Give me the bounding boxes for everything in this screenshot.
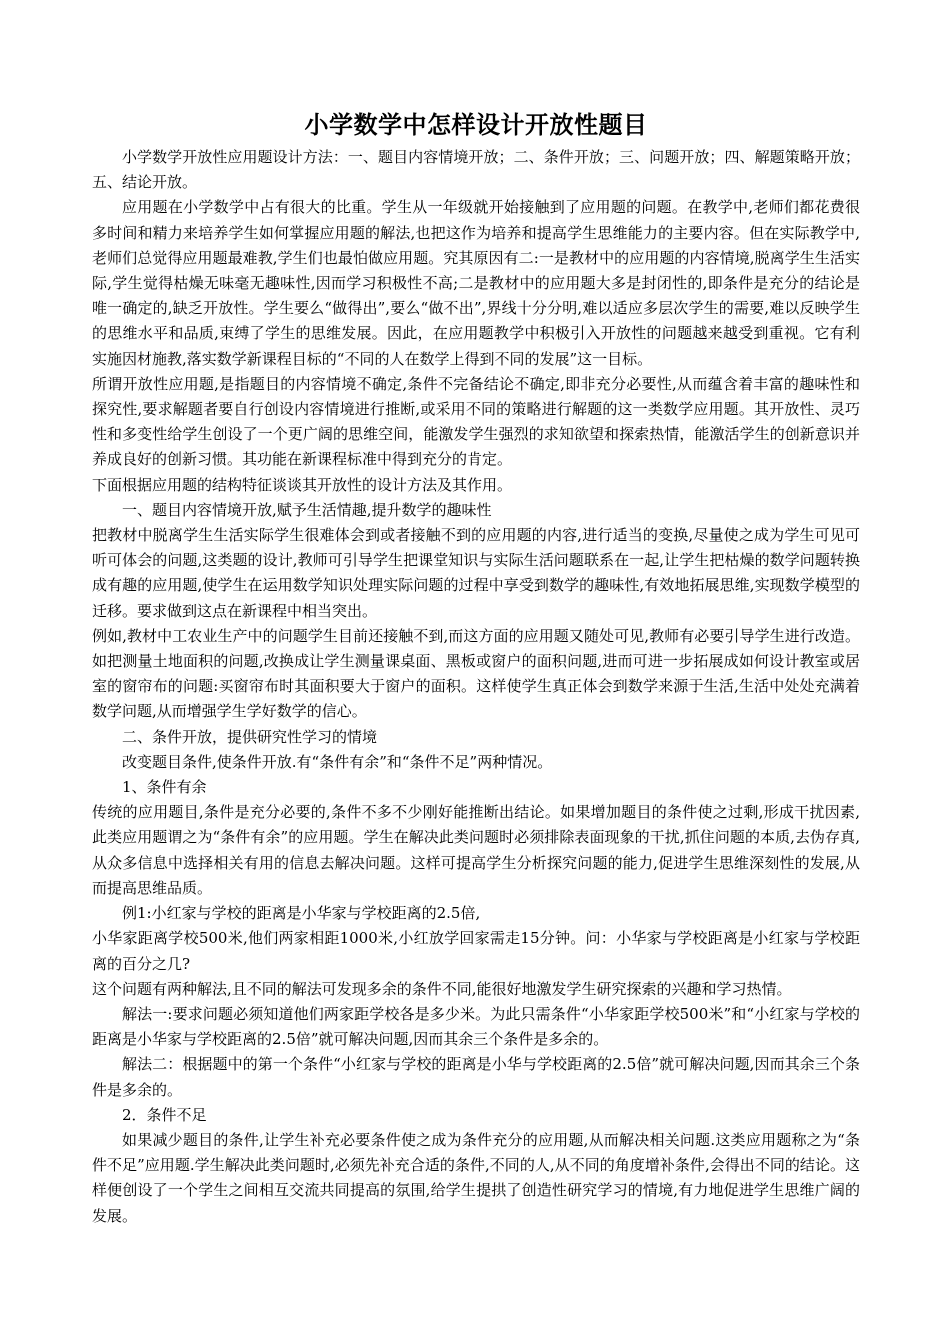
paragraph: 所谓开放性应用题,是指题目的内容情境不确定,条件不完备结论不确定,即非充分必要性,从而蕴含着丰富的趣味性和探究性,要求解题者要自行创设内容情境进行推断,或采用不同的策略进行解题的这一类数学应用题。其开放性、灵巧性和多变性给学生创设了一个更广阔的思维空间，能激发学生强烈的求知欲望和探索热情，能激活学生的创新意识并养成良好的创新习惯。其功能在新课程标准中得到充分的肯定。 [92,374,860,469]
paragraph: 解法一:要求问题必须知道他们两家距学校各是多少米。为此只需条件“小华家距学校500米”和“小红家与学校的距离是小华家与学校距离的2.5倍”就可解决问题,因而其余三个条件是多余的。 [92,1004,860,1049]
paragraph: 改变题目条件,使条件开放.有“条件有余”和“条件不足”两种情况。 [122,752,553,771]
paragraph: 小华家距离学校500米,他们两家相距1000米,小红放学回家需走15分钟。问：小华家与学校距离是小红家与学校距离的百分之几? [92,929,860,973]
document-body [92,145,860,1229]
paragraph: 2．条件不足 [122,1105,207,1124]
paragraph: 例1:小红家与学校的距离是小华家与学校距离的2.5倍, [122,904,481,923]
paragraph: 把教材中脱离学生生活实际学生很难体会到或者接触不到的应用题的内容,进行适当的变换,尽量使之成为学生可见可听可体会的问题,这类题的设计,教师可引导学生把课堂知识与实际生活问题联系在一起,让学生把枯燥的数学问题转换成有趣的应用题,使学生在运用数学知识处理实际问题的过程中享受到数学的趣味性,有效地拓展思维,实现数学模型的迁移。要求做到这点在新课程中相当突出。 [92,526,860,620]
paragraph: 一、题目内容情境开放,赋予生活情趣,提升数学的趣味性 [122,500,492,519]
paragraph: 下面根据应用题的结构特征谈谈其开放性的设计方法及其作用。 [92,475,513,494]
paragraph: 应用题在小学数学中占有很大的比重。学生从一年级就开始接触到了应用题的问题。在教学中,老师们都花费很多时间和精力来培养学生如何掌握应用题的解法,也把这作为培养和提高学生思维能力的主要内容。但在实际教学中,老师们总觉得应用题最难教,学生们也最怕做应用题。究其原因有二:一是教材中的应用题的内容情境,脱离学生生活实际,学生觉得枯燥无味毫无趣味性,因而学习积极性不高;二是教材中的应用题大多是封闭性的,即条件是充分的结论是唯一确定的,缺乏开放性。学生要么“做得出”,要么“做不出”,界线十分分明,难以适应多层次学生的需要,难以反映学生的思维水平和品质,束缚了学生的思维发展。因此，在应用题教学中积极引入开放性的问题越来越受到重视。它有利实施因材施教,落实数学新课程目标的“不同的人在数学上得到不同的发展”这一目标。 [92,198,860,368]
document-page [92,108,860,1229]
paragraph: 传统的应用题目,条件是充分必要的,条件不多不少刚好能推断出结论。如果增加题目的条件使之过剩,形成干扰因素,此类应用题谓之为“条件有余”的应用题。学生在解决此类问题时必须排除表面现象的干扰,抓住问题的本质,去伪存真,从众多信息中选择相关有用的信息去解决问题。这样可提高学生分析探究问题的能力,促进学生思维深刻性的发展,从而提高思维品质。 [92,803,860,897]
paragraph: 小学数学开放性应用题设计方法：一、题目内容情境开放；二、条件开放；三、问题开放；四、解题策略开放；五、结论开放。 [92,148,860,192]
paragraph: 1、条件有余 [122,778,207,797]
paragraph: 例如,教材中工农业生产中的问题学生目前还接触不到,而这方面的应用题又随处可见,教师有必要引导学生进行改造。如把测量土地面积的问题,改换成让学生测量课桌面、黑板或窗户的面积问题,进而可进一步拓展成如何设计教室或居室的窗帘布的问题:买窗帘布时其面积要大于窗户的面积。这样使学生真正体会到数学来源于生活,生活中处处充满着数学问题,从而增强学生学好数学的信心。 [92,626,860,721]
paragraph: 二、条件开放，提供研究性学习的情境 [122,727,378,746]
paragraph: 如果减少题目的条件,让学生补充必要条件使之成为条件充分的应用题,从而解决相关问题.这类应用题称之为“条件不足”应用题.学生解决此类问题时,必须先补充合适的条件,不同的人,从不同的角度增补条件,会得出不同的结论。这样便创设了一个学生之间相互交流共同提高的氛围,给学生提拱了创造性研究学习的情境,有力地促进学生思维广阔的发展。 [92,1130,860,1225]
paragraph: 这个问题有两种解法,且不同的解法可发现多余的条件不同,能很好地激发学生研究探索的兴趣和学习热情。 [92,979,792,998]
paragraph: 解法二：根据题中的第一个条件“小红家与学校的距离是小华与学校距离的2.5倍”就可解决问题,因而其余三个条件是多余的。 [92,1055,860,1099]
document-title: 小学数学中怎样设计开放性题目 [304,111,648,139]
